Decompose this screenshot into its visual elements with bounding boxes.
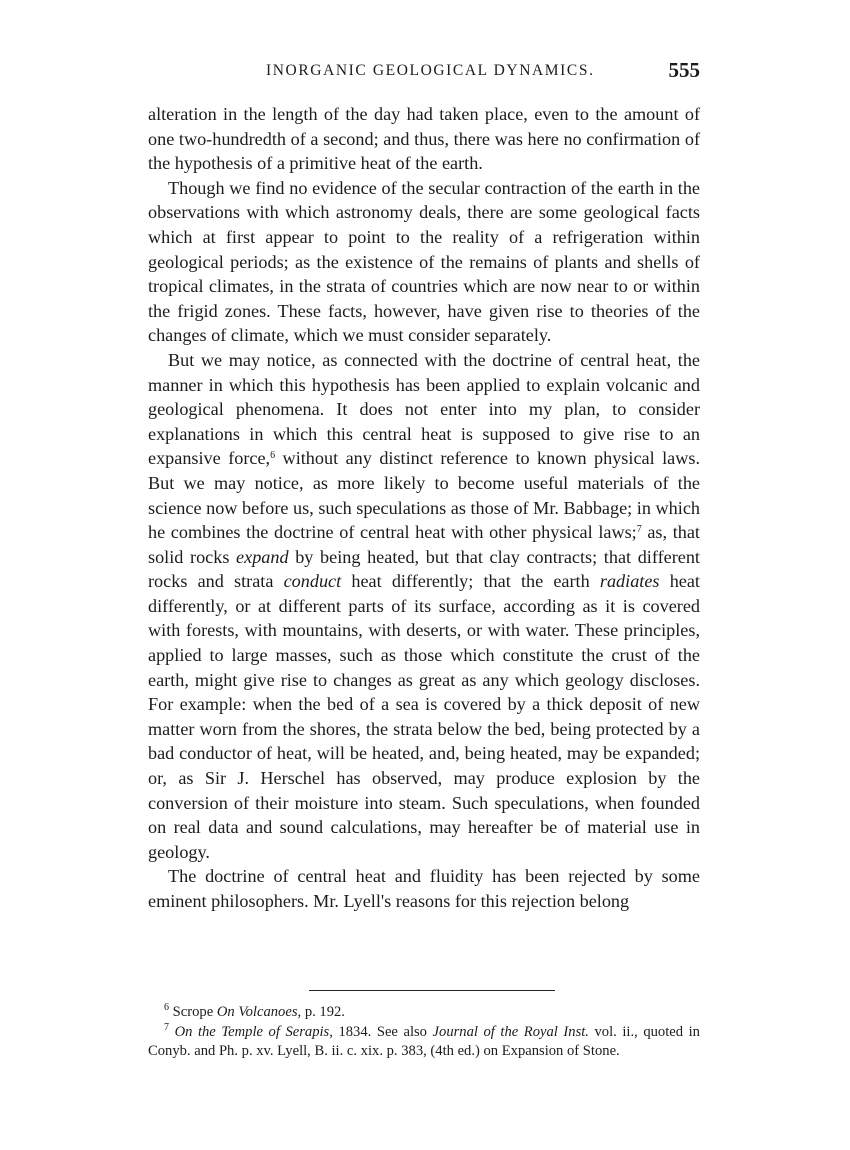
- text-span: Scrope: [172, 1004, 217, 1020]
- footnote-7: [148, 1023, 700, 1062]
- footnote-ref-6: 6: [270, 450, 276, 462]
- paragraph-secular-contraction: Though we find no evidence of the secular contraction of the earth in the observations with which astronomy deals, there are some geological facts which at first appear to point to the reality of a refrigeration within geological periods; as the existence of the remains of plants and shells of tropical climates, in the strata of countries which are now near to or within the frigid zones. These facts, however, have given rise to theories of the changes of climate, which we must consider separately.: [148, 177, 700, 346]
- text-span: , 1834. See also: [329, 1023, 433, 1040]
- paragraph-continued: alteration in the length of the day had taken place, even to the amount of one two-hundredth of a second; and thus, there was here no confirmation of the hypothesis of a primitive heat of the earth.: [148, 104, 700, 174]
- emphasis-conduct: conduct: [283, 571, 342, 592]
- page-number: 555: [668, 58, 700, 82]
- text-span: heat differently, or at different parts of its surface, according as it is covered with forests, with mountains, with deserts, or with water. These principles, applied to large masses, such as those which constitute the crust of the earth, might give rise to changes as great as any which geology discloses. For example: when the bed of a sea is covered by a thick deposit of new matter worn from the shores, the strata below the bed, being protected by a bad conductor of heat, will be heated, and, being heated, may be expanded; or, as Sir J. Herschel has observed, may produce explosion by the conversion of their moisture into steam. Such speculations, when founded on real data and sound calculations, may hereafter be of material use in geology.: [148, 571, 700, 862]
- text-span: , p. 192.: [297, 1004, 345, 1020]
- footnote-title: On Volcanoes: [216, 1004, 298, 1020]
- body-text: [148, 102, 700, 914]
- running-head: [148, 60, 700, 90]
- footnote-divider: [309, 990, 555, 991]
- emphasis-expand: expand: [236, 546, 289, 567]
- paragraph-central-heat: [148, 348, 700, 864]
- text-span: But we may notice, as connected with the doctrine of central heat, the manner in which this hypothesis has been applied to explain volcanic and geological phenomena. It does not enter into my plan, to consider explanations in which this central heat is supposed to give rise to an expansive force,: [148, 349, 700, 469]
- footnote-title: Journal of the Royal Inst.: [432, 1023, 589, 1040]
- text-span: as, that solid rocks: [148, 522, 700, 567]
- footnote-ref-7: 7: [636, 524, 642, 536]
- emphasis-radiates: radiates: [599, 571, 660, 592]
- footnote-6: [148, 1003, 700, 1023]
- text-span: vol. ii., quoted in Conyb. and Ph. p. xv. Lyell, B. ii. c. xix. p. 383, (4th ed.) on Expansion of Stone.: [148, 1023, 700, 1060]
- text-span: by being heated, but that clay contracts; that different rocks and strata: [148, 546, 700, 592]
- footnote-marker-6: 6: [164, 1002, 169, 1013]
- footnote-title: On the Temple of Serapis: [174, 1023, 330, 1040]
- footnote-marker-7: 7: [164, 1021, 169, 1033]
- paragraph-rejection: The doctrine of central heat and fluidity has been rejected by some eminent philosophers. Mr. Lyell's reasons for this rejection belong: [148, 866, 700, 911]
- footnotes: [148, 1003, 700, 1062]
- running-title: INORGANIC GEOLOGICAL DYNAMICS.: [266, 62, 595, 79]
- text-span: heat differently; that the earth: [341, 571, 600, 592]
- text-span: without any distinct reference to known physical laws. But we may notice, as more likely to become useful materials of the science now before us, such speculations as those of Mr. Babbage; in which he combines the doctrine of central heat with other physical laws;: [148, 448, 700, 543]
